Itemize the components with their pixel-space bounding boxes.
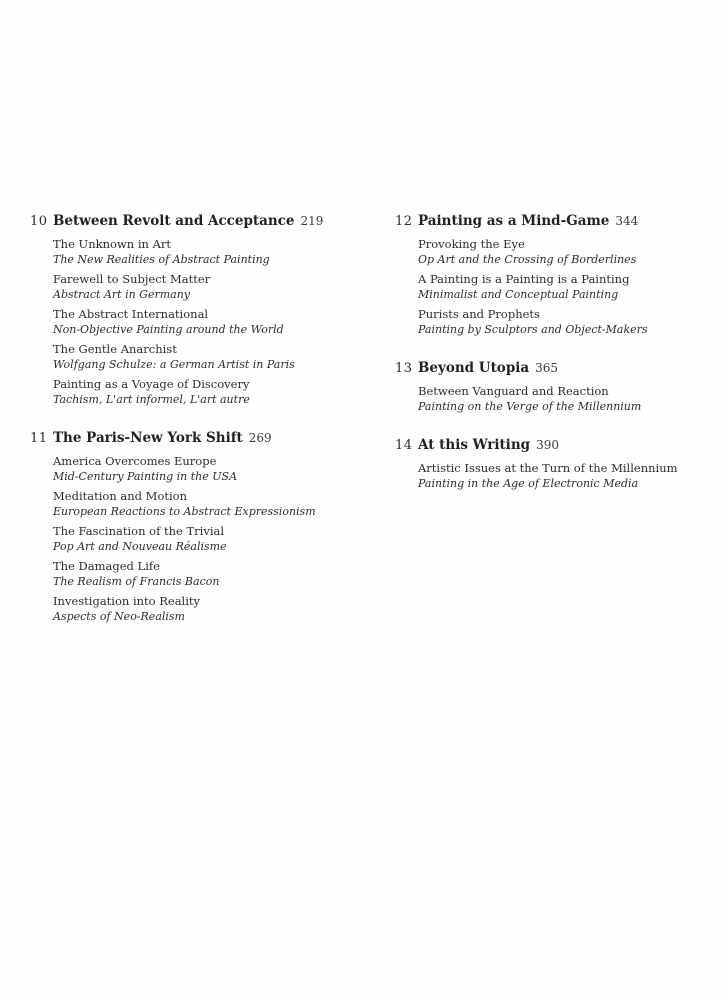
- chapter-10: [30, 213, 350, 408]
- entry-subtitle: Mid-Century Painting in the USA: [53, 470, 238, 483]
- entry-subtitle: European Reactions to Abstract Expressionism: [53, 505, 316, 518]
- chapter-page-number: 344: [615, 214, 639, 228]
- entry-subtitle: Non-Objective Painting around the World: [53, 323, 284, 336]
- entry-subtitle: Wolfgang Schulze: a German Artist in Paris: [53, 358, 295, 371]
- toc-entry: [53, 306, 350, 338]
- entry-title: The Abstract International: [53, 307, 209, 321]
- chapter-number: 11: [30, 431, 48, 446]
- entry-subtitle: Painting in the Age of Electronic Media: [418, 477, 639, 490]
- entry-title: Farewell to Subject Matter: [53, 272, 211, 286]
- chapter-page-number: 365: [535, 361, 559, 375]
- entry-subtitle: Minimalist and Conceptual Painting: [418, 288, 619, 301]
- entry-title: Between Vanguard and Reaction: [418, 384, 609, 398]
- chapter-number: 14: [395, 438, 413, 453]
- chapter-entries: [418, 460, 715, 492]
- toc-entry: [418, 383, 715, 415]
- entry-title: Meditation and Motion: [53, 489, 187, 503]
- toc-entry: [53, 236, 350, 268]
- toc-entry: [53, 453, 350, 485]
- toc-entry: [53, 558, 350, 590]
- chapter-page-number: 219: [300, 214, 324, 228]
- toc-entry: [53, 593, 350, 625]
- toc-right-column: [395, 213, 715, 514]
- entry-title: America Overcomes Europe: [53, 454, 217, 468]
- chapter-title: The Paris-New York Shift: [53, 430, 243, 446]
- toc-entry: [53, 341, 350, 373]
- chapter-number: 13: [395, 361, 413, 376]
- entry-subtitle: Pop Art and Nouveau Réalisme: [53, 540, 227, 553]
- toc-entry: [53, 523, 350, 555]
- chapter-title: Painting as a Mind-Game: [418, 213, 610, 229]
- chapter-12: [395, 213, 715, 338]
- toc-entry: [418, 460, 715, 492]
- entry-subtitle: Aspects of Neo-Realism: [53, 610, 185, 623]
- toc-entry: [53, 376, 350, 408]
- entry-title: The Unknown in Art: [53, 237, 172, 251]
- chapter-page-number: 390: [536, 438, 559, 452]
- chapter-heading: [395, 360, 715, 382]
- chapter-14: [395, 437, 715, 492]
- chapter-entries: [53, 236, 350, 408]
- chapter-heading: [30, 213, 350, 235]
- chapter-heading: [30, 430, 350, 452]
- entry-title: The Damaged Life: [53, 559, 160, 573]
- entry-title: The Gentle Anarchist: [53, 342, 177, 356]
- chapter-11: [30, 430, 350, 625]
- entry-subtitle: Painting on the Verge of the Millennium: [418, 400, 642, 413]
- toc-left-column: [30, 213, 350, 647]
- chapter-entries: [53, 453, 350, 625]
- entry-subtitle: Abstract Art in Germany: [53, 288, 191, 301]
- entry-subtitle: Tachism, L'art informel, L'art autre: [53, 393, 250, 406]
- chapter-13: [395, 360, 715, 415]
- entry-title: A Painting is a Painting is a Painting: [418, 272, 630, 286]
- chapter-number: 10: [30, 214, 48, 229]
- entry-subtitle: The Realism of Francis Bacon: [53, 575, 220, 588]
- toc-entry: [418, 236, 715, 268]
- entry-title: Investigation into Reality: [53, 594, 201, 608]
- entry-subtitle: Op Art and the Crossing of Borderlines: [418, 253, 637, 266]
- entry-title: Provoking the Eye: [418, 237, 525, 251]
- chapter-page-number: 269: [248, 431, 272, 445]
- entry-title: The Fascination of the Trivial: [53, 524, 225, 538]
- chapter-heading: [395, 213, 715, 235]
- entry-title: Artistic Issues at the Turn of the Millennium: [418, 461, 678, 475]
- chapter-title: At this Writing: [418, 437, 531, 453]
- entry-subtitle: The New Realities of Abstract Painting: [53, 253, 270, 266]
- chapter-heading: [395, 437, 715, 459]
- toc-entry: [53, 488, 350, 520]
- chapter-entries: [418, 236, 715, 338]
- toc-entry: [418, 271, 715, 303]
- toc-entry: [418, 306, 715, 338]
- chapter-title: Between Revolt and Acceptance: [53, 213, 295, 229]
- toc-entry: [53, 271, 350, 303]
- entry-subtitle: Painting by Sculptors and Object-Makers: [418, 323, 648, 336]
- chapter-title: Beyond Utopia: [418, 360, 530, 376]
- entry-title: Purists and Prophets: [418, 307, 540, 321]
- chapter-entries: [418, 383, 715, 415]
- entry-title: Painting as a Voyage of Discovery: [53, 377, 250, 391]
- chapter-number: 12: [395, 214, 413, 229]
